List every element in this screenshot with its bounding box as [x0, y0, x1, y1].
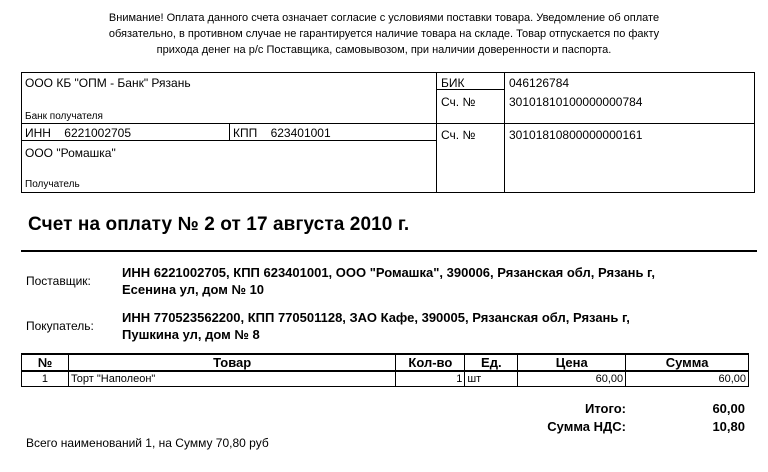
- supplier-details: [122, 264, 742, 298]
- col-header-number: №: [22, 354, 69, 371]
- supplier-line: Есенина ул, дом № 10: [122, 282, 265, 297]
- supplier-line: ИНН 6221002705, КПП 623401001, ООО "Ромашка", 390006, Рязанская обл, Рязань г,: [122, 265, 655, 280]
- account-value: 30101810800000000161: [509, 128, 643, 142]
- payment-notice: [40, 10, 728, 58]
- bank-details-table: [21, 72, 755, 193]
- notice-line: Внимание! Оплата данного счета означает согласие с условиями поставки товара. Уведомление об оплате: [108, 12, 660, 24]
- row-quantity: 1: [396, 371, 465, 387]
- row-unit: шт: [465, 371, 518, 387]
- row-product: Торт "Наполеон": [68, 371, 395, 387]
- buyer-details: [122, 309, 742, 343]
- items-summary: Всего наименований 1, на Сумму 70,80 руб: [26, 436, 269, 450]
- table-row: [22, 371, 749, 387]
- invoice-title: Счет на оплату № 2 от 17 августа 2010 г.: [28, 214, 410, 235]
- notice-line: обязательно, в противном случае не гарантируется наличие товара на складе. Товар отпускается по факту: [108, 28, 660, 40]
- row-sum: 60,00: [626, 371, 749, 387]
- recipient-label: Получатель: [25, 179, 80, 190]
- col-header-price: Цена: [518, 354, 626, 371]
- notice-line: прихода денег на р/с Поставщика, самовывозом, при наличии доверенности и паспорта.: [156, 44, 612, 56]
- vat-label: Сумма НДС:: [547, 419, 626, 434]
- bank-label: Банк получателя: [25, 111, 103, 122]
- vat-value: 10,80: [712, 419, 745, 434]
- total-value: 60,00: [712, 401, 745, 416]
- account-label: Сч. №: [441, 128, 476, 142]
- col-header-unit: Ед.: [465, 354, 518, 371]
- bank-name: ООО КБ "ОПМ - Банк" Рязань: [25, 76, 191, 90]
- corr-account-value: 30101810100000000784: [509, 95, 643, 109]
- items-header-row: [22, 354, 749, 371]
- kpp-value: КПП 623401001: [233, 126, 331, 140]
- corr-account-label: Сч. №: [441, 95, 476, 109]
- total-label: Итого:: [585, 401, 626, 416]
- bik-value: 046126784: [509, 76, 570, 90]
- row-price: 60,00: [518, 371, 626, 387]
- recipient-name: ООО "Ромашка": [25, 146, 116, 160]
- supplier-label: Поставщик:: [26, 274, 91, 288]
- buyer-line: Пушкина ул, дом № 8: [122, 327, 260, 342]
- buyer-label: Покупатель:: [26, 319, 94, 333]
- buyer-line: ИНН 770523562200, КПП 770501128, ЗАО Кафе, 390005, Рязанская обл, Рязань г,: [122, 310, 630, 325]
- row-number: 1: [22, 371, 69, 387]
- items-table: [21, 353, 749, 387]
- col-header-quantity: Кол-во: [396, 354, 465, 371]
- col-header-product: Товар: [68, 354, 395, 371]
- inn-value: ИНН 6221002705: [25, 126, 132, 140]
- title-divider: [21, 250, 757, 252]
- col-header-sum: Сумма: [626, 354, 749, 371]
- bik-label: БИК: [441, 76, 465, 90]
